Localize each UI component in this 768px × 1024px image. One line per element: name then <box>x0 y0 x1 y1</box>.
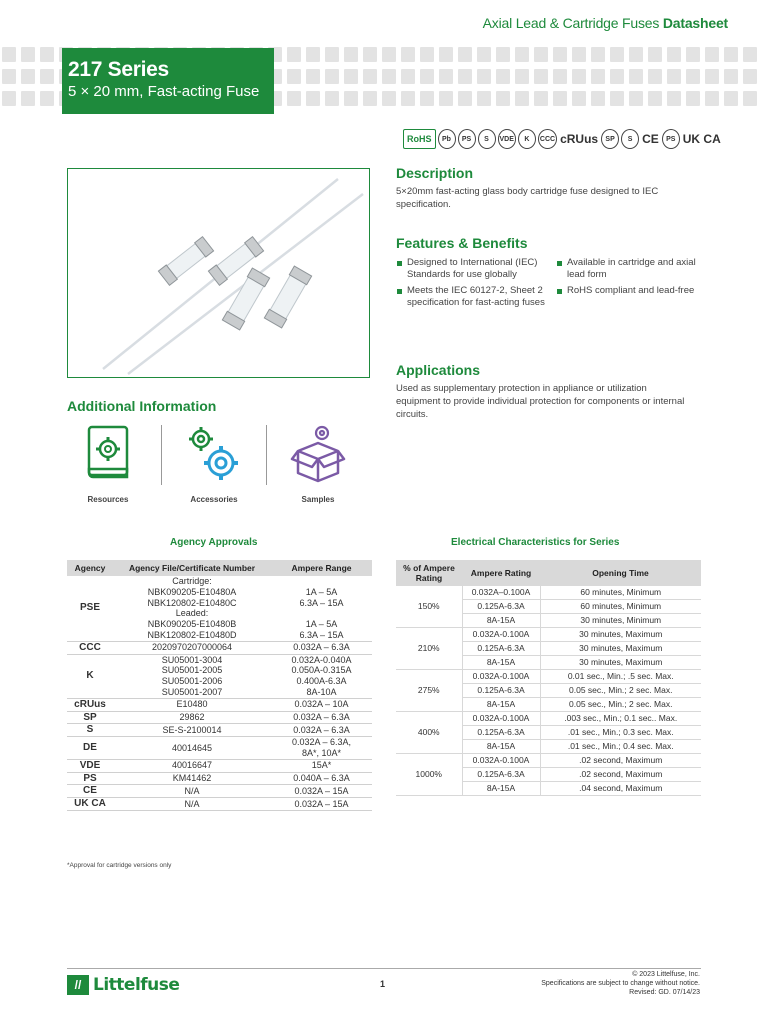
agency-logo-icon: cRUus <box>74 698 106 710</box>
opening-time-cell: 30 minutes, Minimum <box>540 614 701 628</box>
file-number: 40016647 <box>171 760 213 771</box>
pattern-tile <box>496 91 510 106</box>
percent-rating-cell: 275% <box>396 670 462 712</box>
agency-logo-icon: UK CA <box>74 798 106 810</box>
samples-label: Samples <box>301 495 335 504</box>
ampere-rating-cell: 8A-15A <box>462 782 540 796</box>
ampere-rating-cell: 0.032A-0.100A <box>462 670 540 684</box>
opening-time-cell: 30 minutes, Maximum <box>540 642 701 656</box>
opening-time-cell: .01 sec., Min.; 0.3 sec. Max. <box>540 726 701 740</box>
pattern-tile <box>705 91 719 106</box>
pattern-tile <box>344 91 358 106</box>
agency-cell <box>67 785 113 798</box>
pattern-tile <box>2 47 16 62</box>
pattern-tile <box>724 47 738 62</box>
agency-approvals-title: Agency Approvals <box>170 537 258 548</box>
pattern-tile <box>306 47 320 62</box>
pattern-tile <box>724 91 738 106</box>
feature-item: Available in cartridge and axial lead form <box>557 257 705 281</box>
ampere-rating-cell: 0.032A-0.100A <box>462 712 540 726</box>
pattern-tile <box>477 69 491 84</box>
table-row <box>396 754 701 768</box>
ampere-range-cell <box>271 772 372 785</box>
table-row <box>67 737 372 760</box>
pattern-tile <box>515 69 529 84</box>
footer-legal <box>541 970 700 997</box>
ampere-range: 1A – 5A <box>305 619 338 630</box>
agency-logo-icon: VDE <box>79 759 101 771</box>
pattern-tile <box>382 47 396 62</box>
table-header-row <box>396 560 701 586</box>
ampere-rating-cell: 0.032A-0.100A <box>462 754 540 768</box>
ampere-range-cell <box>271 798 372 811</box>
pattern-tile <box>40 91 54 106</box>
agency-logo-icon: CE <box>83 785 97 797</box>
pattern-tile <box>306 69 320 84</box>
ampere-range: 0.032A – 15A <box>294 785 349 796</box>
file-number: N/A <box>184 798 200 809</box>
fuse-illustration <box>68 169 371 379</box>
brand-name: Littelfuse <box>93 975 180 995</box>
ampere-rating-cell: 0.125A-6.3A <box>462 768 540 782</box>
revised-date: Revised: GD. 07/14/23 <box>629 989 700 996</box>
table-row <box>396 586 701 600</box>
column-header: Ampere Rating <box>462 560 540 586</box>
agency-cell <box>67 641 113 654</box>
sirim-icon: S <box>621 129 639 149</box>
percent-rating-cell: 1000% <box>396 754 462 796</box>
features-heading: Features & Benefits <box>396 235 528 251</box>
pattern-tile <box>40 69 54 84</box>
agency-cell <box>67 737 113 760</box>
ampere-range: 6.3A – 15A <box>299 597 344 608</box>
pattern-tile <box>401 47 415 62</box>
pattern-tile <box>553 69 567 84</box>
pattern-tile <box>21 47 35 62</box>
resources-link[interactable] <box>78 423 138 504</box>
file-number: 29862 <box>179 712 205 723</box>
pattern-tile <box>743 91 757 106</box>
pattern-tile <box>287 69 301 84</box>
pattern-tile <box>648 47 662 62</box>
littelfuse-mark-icon: // <box>67 975 89 995</box>
pattern-tile <box>743 47 757 62</box>
file-number: NBK090205-E10480B <box>147 619 237 630</box>
agency-cell <box>67 698 113 711</box>
ampere-rating-cell: 8A-15A <box>462 698 540 712</box>
pattern-tile <box>572 91 586 106</box>
pattern-tile <box>705 47 719 62</box>
ce-icon: CE <box>642 132 659 146</box>
file-number-cell <box>113 576 271 641</box>
pattern-tile <box>629 47 643 62</box>
file-number: 2020970207000064 <box>151 642 233 653</box>
agency-logo-icon: CCC <box>79 641 101 653</box>
applications-heading: Applications <box>396 362 481 378</box>
opening-time-cell: 0.05 sec., Min.; 2 sec. Max. <box>540 684 701 698</box>
pattern-tile <box>534 47 548 62</box>
certification-logos <box>403 129 722 149</box>
percent-rating-cell: 400% <box>396 712 462 754</box>
divider <box>266 425 267 485</box>
pattern-tile <box>325 69 339 84</box>
pattern-tile <box>572 47 586 62</box>
samples-link[interactable] <box>286 423 350 504</box>
feature-item: RoHS compliant and lead-free <box>557 285 705 297</box>
file-number-cell <box>113 698 271 711</box>
pattern-tile <box>610 47 624 62</box>
pattern-tile <box>2 91 16 106</box>
pattern-tile <box>743 69 757 84</box>
agency-logo-icon: PS <box>83 772 97 784</box>
ampere-range: 0.032A – 6.3A <box>293 642 350 653</box>
ampere-range-cell <box>271 737 372 760</box>
pattern-tile <box>515 47 529 62</box>
feature-item: Meets the IEC 60127-2, Sheet 2 specification for fast-acting fuses <box>397 285 545 309</box>
ampere-rating-cell: 8A-15A <box>462 656 540 670</box>
ampere-range: 0.032A – 6.3A, <box>291 737 352 748</box>
ampere-range: 15A* <box>311 760 332 771</box>
accessories-label: Accessories <box>190 495 238 504</box>
pattern-tile <box>667 69 681 84</box>
pattern-tile <box>515 91 529 106</box>
pattern-tile <box>287 91 301 106</box>
pattern-tile <box>439 47 453 62</box>
pattern-tile <box>534 91 548 106</box>
semko-icon: S <box>478 129 496 149</box>
agency-cell <box>67 654 113 698</box>
ampere-range: 8A*, 10A* <box>301 747 342 758</box>
table-row <box>67 576 372 641</box>
pattern-tile <box>686 69 700 84</box>
file-number: 40014645 <box>171 742 213 753</box>
opening-time-cell: .003 sec., Min.; 0.1 sec.. Max. <box>540 712 701 726</box>
pattern-tile <box>477 47 491 62</box>
ampere-rating-cell: 0.032A-0.100A <box>462 628 540 642</box>
ampere-range-cell <box>271 698 372 711</box>
table-header-row <box>67 560 372 576</box>
table-row <box>67 711 372 724</box>
ampere-rating-cell: 0.125A-6.3A <box>462 642 540 656</box>
ampere-range: 0.032A – 6.3A <box>293 712 350 723</box>
pattern-tile <box>401 91 415 106</box>
file-number: NBK120802-E10480C <box>147 597 237 608</box>
agency-cell <box>67 759 113 772</box>
feature-item: Designed to International (IEC) Standards for use globally <box>397 257 545 281</box>
csa-icon: SP <box>601 129 619 149</box>
pattern-tile <box>363 47 377 62</box>
datasheet-title: Axial Lead & Cartridge Fuses Datasheet <box>482 15 728 31</box>
percent-rating-cell: 210% <box>396 628 462 670</box>
ampere-rating-cell: 0.125A-6.3A <box>462 600 540 614</box>
table-row <box>67 641 372 654</box>
resources-book-icon <box>81 423 135 483</box>
file-number-cell <box>113 772 271 785</box>
ampere-range: 0.032A – 15A <box>294 798 349 809</box>
ampere-range-cell <box>271 785 372 798</box>
file-number-cell <box>113 724 271 737</box>
pattern-tile <box>458 69 472 84</box>
ampere-rating-cell: 0.125A-6.3A <box>462 726 540 740</box>
agency-cell <box>67 576 113 641</box>
column-header: Ampere Range <box>271 560 372 576</box>
pattern-tile <box>306 91 320 106</box>
copyright: © 2023 Littelfuse, Inc. <box>632 971 700 978</box>
pattern-tile <box>2 69 16 84</box>
pattern-tile <box>591 47 605 62</box>
ampere-rating-cell: 0.032A–0.100A <box>462 586 540 600</box>
file-number: SE-S-2100014 <box>162 724 222 735</box>
pattern-tile <box>21 91 35 106</box>
pattern-tile <box>21 69 35 84</box>
agency-cell <box>67 772 113 785</box>
ampere-range: 0.032A – 6.3A <box>293 724 350 735</box>
column-header: Agency <box>67 560 113 576</box>
file-number: N/A <box>184 785 200 796</box>
ampere-range-cell <box>271 641 372 654</box>
page-number: 1 <box>380 979 386 989</box>
file-number-cell <box>113 737 271 760</box>
table-row <box>67 698 372 711</box>
series-banner <box>62 48 274 114</box>
ampere-range: 0.032A-0.040A <box>291 654 352 665</box>
pattern-tile <box>401 69 415 84</box>
electrical-characteristics-table <box>396 560 701 796</box>
pattern-tile <box>553 47 567 62</box>
pattern-tile <box>610 69 624 84</box>
product-photo <box>67 168 370 378</box>
agency-cell <box>67 711 113 724</box>
file-number: SU05001-2005 <box>161 665 223 676</box>
description-heading: Description <box>396 165 474 181</box>
pattern-tile <box>496 47 510 62</box>
pattern-tile <box>686 47 700 62</box>
opening-time-cell: .04 second, Maximum <box>540 782 701 796</box>
pattern-tile <box>648 91 662 106</box>
resources-label: Resources <box>87 495 129 504</box>
ampere-range <box>273 608 370 619</box>
pattern-tile <box>325 91 339 106</box>
electrical-title: Electrical Characteristics for Series <box>451 537 620 548</box>
pattern-tile <box>724 69 738 84</box>
pattern-tile <box>363 91 377 106</box>
pattern-tile <box>591 69 605 84</box>
agency-approvals-table <box>67 560 372 811</box>
file-number: SU05001-2006 <box>161 676 223 687</box>
opening-time-cell: 60 minutes, Minimum <box>540 600 701 614</box>
ukca-icon: UK CA <box>682 132 721 146</box>
agency-logo-icon: K <box>86 670 94 682</box>
opening-time-cell: 30 minutes, Maximum <box>540 628 701 642</box>
ampere-range: 8A-10A <box>306 686 337 697</box>
file-number: NBK120802-E10480D <box>147 629 237 640</box>
pattern-tile <box>705 69 719 84</box>
file-number-cell <box>113 654 271 698</box>
pattern-tile <box>325 47 339 62</box>
pattern-tile <box>629 69 643 84</box>
series-name: 217 Series <box>68 58 169 81</box>
table-row <box>67 724 372 737</box>
ampere-range-cell <box>271 724 372 737</box>
file-number-cell <box>113 711 271 724</box>
ampere-range: 0.032A – 10A <box>294 699 349 710</box>
pattern-tile <box>458 91 472 106</box>
pattern-tile <box>572 69 586 84</box>
additional-info-heading: Additional Information <box>67 398 217 414</box>
pattern-tile <box>686 91 700 106</box>
pattern-tile <box>344 47 358 62</box>
opening-time-cell: 0.01 sec., Min.; .5 sec. Max. <box>540 670 701 684</box>
agency-logo-icon: PSE <box>79 602 100 614</box>
column-header: Opening Time <box>540 560 701 586</box>
pattern-tile <box>420 69 434 84</box>
opening-time-cell: .02 second, Maximum <box>540 768 701 782</box>
pattern-tile <box>610 91 624 106</box>
ampere-range: 1A – 5A <box>305 586 338 597</box>
pattern-tile <box>420 91 434 106</box>
pattern-tile <box>667 47 681 62</box>
ampere-range: 0.050A-0.315A <box>291 665 352 676</box>
features-list-left <box>397 257 545 313</box>
ampere-range: 0.400A-6.3A <box>296 676 347 687</box>
table-row <box>396 628 701 642</box>
pattern-tile <box>439 91 453 106</box>
percent-rating-cell: 150% <box>396 586 462 628</box>
pattern-tile <box>458 47 472 62</box>
agency-cell <box>67 724 113 737</box>
table-row <box>67 798 372 811</box>
notice: Specifications are subject to change without notice. <box>541 980 700 987</box>
samples-box-icon <box>290 423 346 485</box>
opening-time-cell: .01 sec., Min.; 0.4 sec. Max. <box>540 740 701 754</box>
agency-logo-icon: SP <box>83 711 97 723</box>
pattern-tile <box>287 47 301 62</box>
agency-footnote: *Approval for cartridge versions only <box>67 862 172 869</box>
ampere-range-cell <box>271 711 372 724</box>
ampere-range <box>273 576 370 587</box>
ampere-range: 0.040A – 6.3A <box>293 773 350 784</box>
ampere-range-cell <box>271 576 372 641</box>
file-number: SU05001-3004 <box>161 654 223 665</box>
table-row <box>67 759 372 772</box>
applications-text: Used as supplementary protection in appliance or utilization equipment to provide individual protection for components or internal circuits. <box>396 383 685 420</box>
opening-time-cell: .02 second, Maximum <box>540 754 701 768</box>
kc-icon: K <box>518 129 536 149</box>
column-header: Agency File/Certificate Number <box>113 560 271 576</box>
file-number: NBK090205-E10480A <box>147 586 237 597</box>
pattern-tile <box>40 47 54 62</box>
column-header: % of Ampere Rating <box>396 560 462 586</box>
pattern-tile <box>477 91 491 106</box>
file-number-cell <box>113 785 271 798</box>
opening-time-cell: 60 minutes, Minimum <box>540 586 701 600</box>
pattern-tile <box>591 91 605 106</box>
ampere-rating-cell: 8A-15A <box>462 614 540 628</box>
pattern-tile <box>648 69 662 84</box>
ampere-rating-cell: 0.125A-6.3A <box>462 684 540 698</box>
file-number: KM41462 <box>172 773 212 784</box>
pb-free-icon: Pb <box>438 129 456 149</box>
table-row <box>67 785 372 798</box>
pattern-tile <box>553 91 567 106</box>
file-number-cell <box>113 641 271 654</box>
file-number: SU05001-2007 <box>161 686 223 697</box>
pse-icon: PS <box>458 129 476 149</box>
file-number-cell <box>113 798 271 811</box>
file-number: Cartridge: <box>172 576 212 586</box>
pattern-tile <box>667 91 681 106</box>
ccc-icon: CCC <box>538 129 557 149</box>
agency-cell <box>67 798 113 811</box>
table-row <box>396 670 701 684</box>
accessories-link[interactable] <box>180 423 248 504</box>
file-number: E10480 <box>176 699 208 710</box>
ampere-range-cell <box>271 654 372 698</box>
agency-logo-icon: DE <box>83 742 97 754</box>
pattern-tile <box>363 69 377 84</box>
opening-time-cell: 30 minutes, Maximum <box>540 656 701 670</box>
opening-time-cell: 0.05 sec., Min.; 2 sec. Max. <box>540 698 701 712</box>
file-number: Leaded: <box>175 608 209 619</box>
features-list-right <box>557 257 705 301</box>
vde-icon: VDE <box>498 129 516 149</box>
littelfuse-logo <box>67 975 179 995</box>
description-text: 5×20mm fast-acting glass body cartridge fuse designed to IEC specification. <box>396 186 659 210</box>
pattern-tile <box>420 47 434 62</box>
series-subtitle: 5 × 20 mm, Fast-acting Fuse <box>68 83 260 100</box>
pattern-tile <box>496 69 510 84</box>
table-row <box>67 772 372 785</box>
divider <box>161 425 162 485</box>
pattern-tile <box>382 69 396 84</box>
table-row <box>67 654 372 698</box>
rohs-icon: RoHS <box>403 129 436 149</box>
accessories-gears-icon <box>183 423 245 485</box>
pattern-tile <box>344 69 358 84</box>
pattern-tile <box>534 69 548 84</box>
ul-recognized-icon: cRUus <box>560 132 599 146</box>
ampere-range-cell <box>271 759 372 772</box>
footer-rule <box>67 968 701 969</box>
pattern-tile <box>629 91 643 106</box>
agency-logo-icon: S <box>86 724 94 736</box>
file-number-cell <box>113 759 271 772</box>
ampere-rating-cell: 8A-15A <box>462 740 540 754</box>
ampere-range: 6.3A – 15A <box>299 629 344 640</box>
table-row <box>396 712 701 726</box>
pattern-tile <box>382 91 396 106</box>
pattern-tile <box>439 69 453 84</box>
pse-diamond-icon: PS <box>662 129 680 149</box>
